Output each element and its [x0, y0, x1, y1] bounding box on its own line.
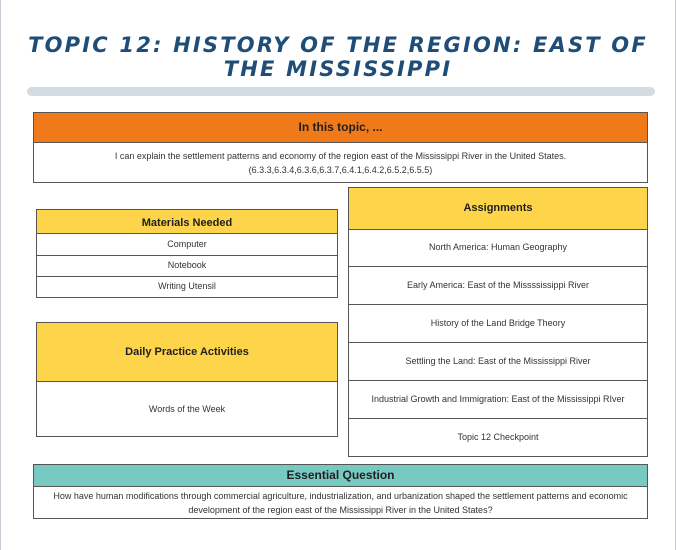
title-divider — [27, 87, 655, 96]
assignment-link[interactable]: Industrial Growth and Immigration: East of the Mississippi RIver — [348, 381, 648, 419]
materials-header: Materials Needed — [36, 209, 338, 234]
page-title: TOPIC 12: HISTORY OF THE REGION: EAST OF THE MISSISSIPPI — [28, 33, 648, 81]
daily-practice-header: Daily Practice Activities — [36, 322, 338, 382]
in-this-topic-body — [33, 142, 648, 183]
assignment-link[interactable]: North America: Human Geography — [348, 229, 648, 267]
assignment-link[interactable]: History of the Land Bridge Theory — [348, 305, 648, 343]
assignment-link[interactable]: Topic 12 Checkpoint — [348, 419, 648, 457]
materials-item: Writing Utensil — [36, 276, 338, 298]
in-this-topic-header: In this topic, ... — [33, 112, 648, 143]
materials-item: Notebook — [36, 255, 338, 277]
essential-question-header: Essential Question — [33, 464, 648, 487]
daily-practice-item: Words of the Week — [36, 381, 338, 437]
learning-target-statement: I can explain the settlement patterns and economy of the region east of the Mississippi River in the United States. — [114, 151, 567, 161]
standards-list: (6.3.3,6.3.4,6.3.6,6.3.7,6.4.1,6.4.2,6.5.2,6.5.5) — [248, 165, 433, 175]
assignment-link[interactable]: Settling the Land: East of the Mississippi River — [348, 343, 648, 381]
materials-item: Computer — [36, 234, 338, 256]
assignments-header: Assignments — [348, 187, 648, 230]
essential-question-text: How have human modifications through commercial agriculture, industrialization, and urbanization shaped the settlement patterns and economic development of the region east of the Mississippi River in the United States? — [33, 486, 648, 519]
assignment-link[interactable]: Early America: East of the Missssissippi River — [348, 267, 648, 305]
